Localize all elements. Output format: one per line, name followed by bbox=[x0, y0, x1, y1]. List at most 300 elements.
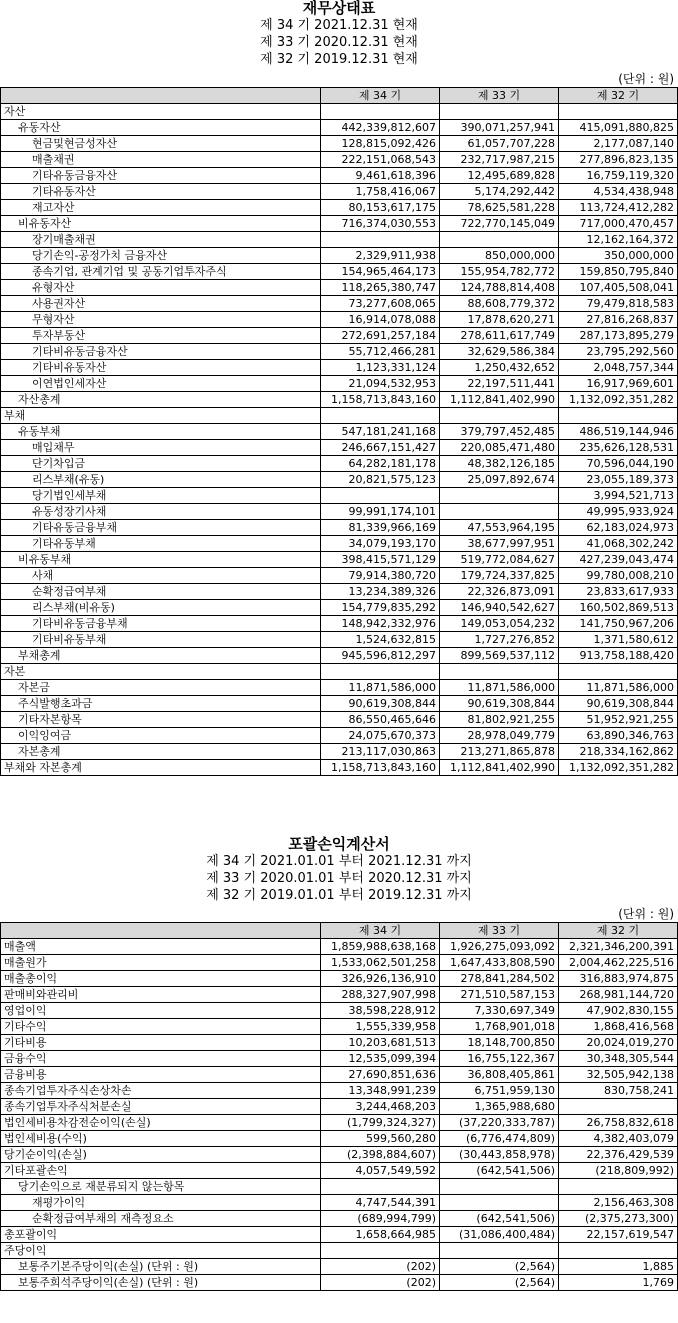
value-cell: 12,535,099,394 bbox=[321, 1051, 440, 1067]
value-cell: 1,250,432,652 bbox=[440, 360, 559, 376]
value-cell: 1,926,275,093,092 bbox=[440, 939, 559, 955]
value-cell: 28,978,049,779 bbox=[440, 728, 559, 744]
row-label: 기타비유동금융자산 bbox=[1, 344, 321, 360]
table-row bbox=[1, 600, 678, 616]
table-row bbox=[1, 760, 678, 776]
value-cell: 2,048,757,344 bbox=[559, 360, 678, 376]
value-cell: 2,177,087,140 bbox=[559, 136, 678, 152]
row-label: 매출총이익 bbox=[1, 971, 321, 987]
table-row bbox=[1, 680, 678, 696]
row-label: 기타비유동자산 bbox=[1, 360, 321, 376]
value-cell: 716,374,030,553 bbox=[321, 216, 440, 232]
value-cell bbox=[321, 104, 440, 120]
value-cell: 287,173,895,279 bbox=[559, 328, 678, 344]
value-cell: 1,112,841,402,990 bbox=[440, 760, 559, 776]
value-cell: 113,724,412,282 bbox=[559, 200, 678, 216]
value-cell: 10,203,681,513 bbox=[321, 1035, 440, 1051]
table-row bbox=[1, 312, 678, 328]
value-cell bbox=[440, 664, 559, 680]
row-label: 당기손익으로 재분류되지 않는항목 bbox=[1, 1179, 321, 1195]
value-cell: 11,871,586,000 bbox=[321, 680, 440, 696]
row-label: 비유동자산 bbox=[1, 216, 321, 232]
table-row bbox=[1, 456, 678, 472]
table-row bbox=[1, 120, 678, 136]
income-statement-period-33: 제 33 기 2020.01.01 부터 2020.12.31 까지 bbox=[206, 871, 472, 886]
row-label: 자본 bbox=[1, 664, 321, 680]
table-row bbox=[1, 1179, 678, 1195]
value-cell: 55,712,466,281 bbox=[321, 344, 440, 360]
value-cell: 49,995,933,924 bbox=[559, 504, 678, 520]
value-cell: 154,965,464,173 bbox=[321, 264, 440, 280]
value-cell: 16,755,122,367 bbox=[440, 1051, 559, 1067]
table-row bbox=[1, 360, 678, 376]
value-cell bbox=[559, 1243, 678, 1259]
value-cell: 73,277,608,065 bbox=[321, 296, 440, 312]
value-cell: (202) bbox=[321, 1275, 440, 1291]
income-statement-table bbox=[0, 922, 678, 1291]
table-row bbox=[1, 440, 678, 456]
value-cell: 830,758,241 bbox=[559, 1083, 678, 1099]
value-cell: 12,162,164,372 bbox=[559, 232, 678, 248]
value-cell: 1,112,841,402,990 bbox=[440, 392, 559, 408]
table-row bbox=[1, 1131, 678, 1147]
value-cell: 16,917,969,601 bbox=[559, 376, 678, 392]
value-cell: (31,086,400,484) bbox=[440, 1227, 559, 1243]
row-label: 비유동부채 bbox=[1, 552, 321, 568]
table-row bbox=[1, 168, 678, 184]
row-label: 보통주기본주당이익(손실) (단위 : 원) bbox=[1, 1259, 321, 1275]
table-row bbox=[1, 696, 678, 712]
value-cell: 155,954,782,772 bbox=[440, 264, 559, 280]
value-cell: 23,795,292,560 bbox=[559, 344, 678, 360]
income-statement-section bbox=[0, 836, 678, 1291]
row-label: 자본총계 bbox=[1, 744, 321, 760]
header-period-34: 제 34 기 bbox=[321, 923, 440, 939]
value-cell: 51,952,921,255 bbox=[559, 712, 678, 728]
table-row bbox=[1, 728, 678, 744]
income-statement-body bbox=[1, 939, 678, 1291]
header-period-33: 제 33 기 bbox=[440, 923, 559, 939]
value-cell bbox=[559, 1099, 678, 1115]
value-cell bbox=[321, 488, 440, 504]
value-cell: 41,068,302,242 bbox=[559, 536, 678, 552]
row-label: 매출채권 bbox=[1, 152, 321, 168]
value-cell: 62,183,024,973 bbox=[559, 520, 678, 536]
value-cell: 415,091,880,825 bbox=[559, 120, 678, 136]
table-row bbox=[1, 376, 678, 392]
table-row bbox=[1, 280, 678, 296]
row-label: 리스부채(비유동) bbox=[1, 600, 321, 616]
value-cell: (2,564) bbox=[440, 1259, 559, 1275]
value-cell: 160,502,869,513 bbox=[559, 600, 678, 616]
row-label: 보통주희석주당이익(손실) (단위 : 원) bbox=[1, 1275, 321, 1291]
row-label: 총포괄이익 bbox=[1, 1227, 321, 1243]
value-cell: 79,479,818,583 bbox=[559, 296, 678, 312]
row-label: 기타유동금융자산 bbox=[1, 168, 321, 184]
value-cell: 1,868,416,568 bbox=[559, 1019, 678, 1035]
value-cell: 850,000,000 bbox=[440, 248, 559, 264]
row-label: 순확정급여부채의 재측정요소 bbox=[1, 1211, 321, 1227]
table-row bbox=[1, 136, 678, 152]
table-row bbox=[1, 1275, 678, 1291]
value-cell: 1,758,416,067 bbox=[321, 184, 440, 200]
value-cell: (37,220,333,787) bbox=[440, 1115, 559, 1131]
table-row bbox=[1, 1259, 678, 1275]
table-row bbox=[1, 616, 678, 632]
value-cell: (30,443,858,978) bbox=[440, 1147, 559, 1163]
row-label: 이익잉여금 bbox=[1, 728, 321, 744]
value-cell: 11,871,586,000 bbox=[440, 680, 559, 696]
value-cell: 20,821,575,123 bbox=[321, 472, 440, 488]
table-row bbox=[1, 664, 678, 680]
value-cell bbox=[321, 408, 440, 424]
value-cell: 22,326,873,091 bbox=[440, 584, 559, 600]
row-label: 판매비와관리비 bbox=[1, 987, 321, 1003]
value-cell: 12,495,689,828 bbox=[440, 168, 559, 184]
value-cell: 23,833,617,933 bbox=[559, 584, 678, 600]
row-label: 재고자산 bbox=[1, 200, 321, 216]
table-row bbox=[1, 328, 678, 344]
value-cell: 246,667,151,427 bbox=[321, 440, 440, 456]
row-label: 영업이익 bbox=[1, 1003, 321, 1019]
value-cell: 1,658,664,985 bbox=[321, 1227, 440, 1243]
row-label: 자산총계 bbox=[1, 392, 321, 408]
value-cell: 38,677,997,951 bbox=[440, 536, 559, 552]
value-cell: 547,181,241,168 bbox=[321, 424, 440, 440]
value-cell: 47,553,964,195 bbox=[440, 520, 559, 536]
balance-sheet-unit: (단위 : 원) bbox=[618, 72, 674, 86]
value-cell: 26,758,832,618 bbox=[559, 1115, 678, 1131]
income-statement-period-32: 제 32 기 2019.01.01 부터 2019.12.31 까지 bbox=[206, 888, 472, 903]
value-cell: 47,902,830,155 bbox=[559, 1003, 678, 1019]
row-label: 사채 bbox=[1, 568, 321, 584]
table-header-row bbox=[1, 923, 678, 939]
value-cell: 22,197,511,441 bbox=[440, 376, 559, 392]
row-label: 장기매출채권 bbox=[1, 232, 321, 248]
value-cell: 2,321,346,200,391 bbox=[559, 939, 678, 955]
value-cell: 1,365,988,680 bbox=[440, 1099, 559, 1115]
value-cell: 717,000,470,457 bbox=[559, 216, 678, 232]
value-cell: 519,772,084,627 bbox=[440, 552, 559, 568]
row-label: 기타비유동금융부채 bbox=[1, 616, 321, 632]
table-row bbox=[1, 424, 678, 440]
value-cell bbox=[321, 664, 440, 680]
value-cell bbox=[559, 408, 678, 424]
table-row bbox=[1, 104, 678, 120]
table-row bbox=[1, 1051, 678, 1067]
value-cell: 1,533,062,501,258 bbox=[321, 955, 440, 971]
value-cell: 79,914,380,720 bbox=[321, 568, 440, 584]
table-row bbox=[1, 971, 678, 987]
balance-sheet-period-32: 제 32 기 2019.12.31 현재 bbox=[260, 52, 418, 67]
value-cell bbox=[440, 504, 559, 520]
table-row bbox=[1, 200, 678, 216]
row-label: 기타포괄손익 bbox=[1, 1163, 321, 1179]
value-cell: 149,053,054,232 bbox=[440, 616, 559, 632]
value-cell: (6,776,474,809) bbox=[440, 1131, 559, 1147]
value-cell: 1,555,339,958 bbox=[321, 1019, 440, 1035]
row-label: 유형자산 bbox=[1, 280, 321, 296]
row-label: 현금및현금성자산 bbox=[1, 136, 321, 152]
value-cell: (2,375,273,300) bbox=[559, 1211, 678, 1227]
value-cell bbox=[440, 232, 559, 248]
table-row bbox=[1, 392, 678, 408]
row-label: 금융비용 bbox=[1, 1067, 321, 1083]
value-cell: 22,376,429,539 bbox=[559, 1147, 678, 1163]
value-cell: (642,541,506) bbox=[440, 1211, 559, 1227]
table-row bbox=[1, 296, 678, 312]
value-cell: 107,405,508,041 bbox=[559, 280, 678, 296]
row-label: 금융수익 bbox=[1, 1051, 321, 1067]
value-cell: 25,097,892,674 bbox=[440, 472, 559, 488]
value-cell bbox=[440, 1195, 559, 1211]
value-cell: 213,271,865,878 bbox=[440, 744, 559, 760]
table-row bbox=[1, 264, 678, 280]
value-cell: (202) bbox=[321, 1259, 440, 1275]
value-cell: 390,071,257,941 bbox=[440, 120, 559, 136]
row-label: 부채 bbox=[1, 408, 321, 424]
value-cell: 213,117,030,863 bbox=[321, 744, 440, 760]
value-cell: 278,841,284,502 bbox=[440, 971, 559, 987]
value-cell: 427,239,043,474 bbox=[559, 552, 678, 568]
row-label: 이연법인세자산 bbox=[1, 376, 321, 392]
value-cell: 64,282,181,178 bbox=[321, 456, 440, 472]
value-cell bbox=[321, 1179, 440, 1195]
value-cell: 278,611,617,749 bbox=[440, 328, 559, 344]
row-label: 기타비용 bbox=[1, 1035, 321, 1051]
header-period-32: 제 32 기 bbox=[559, 923, 678, 939]
value-cell: 21,094,532,953 bbox=[321, 376, 440, 392]
value-cell: 218,334,162,862 bbox=[559, 744, 678, 760]
value-cell: 6,751,959,130 bbox=[440, 1083, 559, 1099]
row-label: 리스부채(유동) bbox=[1, 472, 321, 488]
value-cell: 945,596,812,297 bbox=[321, 648, 440, 664]
table-row bbox=[1, 248, 678, 264]
value-cell: 1,768,901,018 bbox=[440, 1019, 559, 1035]
value-cell: 128,815,092,426 bbox=[321, 136, 440, 152]
value-cell: 1,158,713,843,160 bbox=[321, 392, 440, 408]
table-row bbox=[1, 536, 678, 552]
value-cell: 48,382,126,185 bbox=[440, 456, 559, 472]
value-cell bbox=[559, 664, 678, 680]
balance-sheet-period-33: 제 33 기 2020.12.31 현재 bbox=[260, 35, 418, 50]
value-cell bbox=[559, 1179, 678, 1195]
table-row bbox=[1, 344, 678, 360]
table-row bbox=[1, 744, 678, 760]
table-row bbox=[1, 1067, 678, 1083]
value-cell: (642,541,506) bbox=[440, 1163, 559, 1179]
row-label: 사용권자산 bbox=[1, 296, 321, 312]
table-row bbox=[1, 939, 678, 955]
table-row bbox=[1, 1003, 678, 1019]
value-cell: 271,510,587,153 bbox=[440, 987, 559, 1003]
value-cell: 3,244,468,203 bbox=[321, 1099, 440, 1115]
table-row bbox=[1, 488, 678, 504]
table-row bbox=[1, 1019, 678, 1035]
value-cell: 17,878,620,271 bbox=[440, 312, 559, 328]
value-cell bbox=[321, 1243, 440, 1259]
value-cell bbox=[440, 488, 559, 504]
value-cell: 30,348,305,544 bbox=[559, 1051, 678, 1067]
income-statement-unit: (단위 : 원) bbox=[618, 907, 674, 921]
value-cell: 1,769 bbox=[559, 1275, 678, 1291]
table-row bbox=[1, 1115, 678, 1131]
value-cell: 398,415,571,129 bbox=[321, 552, 440, 568]
value-cell: 232,717,987,215 bbox=[440, 152, 559, 168]
value-cell: 23,055,189,373 bbox=[559, 472, 678, 488]
value-cell: 86,550,465,646 bbox=[321, 712, 440, 728]
value-cell: (218,809,992) bbox=[559, 1163, 678, 1179]
value-cell: 2,004,462,225,516 bbox=[559, 955, 678, 971]
value-cell: 80,153,617,175 bbox=[321, 200, 440, 216]
value-cell: 1,859,988,638,168 bbox=[321, 939, 440, 955]
value-cell bbox=[440, 408, 559, 424]
value-cell bbox=[321, 232, 440, 248]
value-cell: 486,519,144,946 bbox=[559, 424, 678, 440]
value-cell: 90,619,308,844 bbox=[559, 696, 678, 712]
row-label: 단기차입금 bbox=[1, 456, 321, 472]
value-cell: 4,534,438,948 bbox=[559, 184, 678, 200]
value-cell: 20,024,019,270 bbox=[559, 1035, 678, 1051]
value-cell: 81,802,921,255 bbox=[440, 712, 559, 728]
table-row bbox=[1, 1035, 678, 1051]
value-cell: 38,598,228,912 bbox=[321, 1003, 440, 1019]
value-cell: 222,151,068,543 bbox=[321, 152, 440, 168]
value-cell: (2,398,884,607) bbox=[321, 1147, 440, 1163]
value-cell bbox=[440, 1179, 559, 1195]
value-cell: 24,075,670,373 bbox=[321, 728, 440, 744]
balance-sheet-body bbox=[1, 104, 678, 776]
value-cell: 78,625,581,228 bbox=[440, 200, 559, 216]
balance-sheet-table bbox=[0, 87, 678, 776]
row-label: 주당이익 bbox=[1, 1243, 321, 1259]
value-cell: 61,057,707,228 bbox=[440, 136, 559, 152]
income-statement-period-34: 제 34 기 2021.01.01 부터 2021.12.31 까지 bbox=[206, 854, 472, 869]
row-label: 법인세비용차감전순이익(손실) bbox=[1, 1115, 321, 1131]
table-row bbox=[1, 520, 678, 536]
row-label: 당기손익-공정가치 금융자산 bbox=[1, 248, 321, 264]
table-row bbox=[1, 1099, 678, 1115]
value-cell: 379,797,452,485 bbox=[440, 424, 559, 440]
value-cell: 277,896,823,135 bbox=[559, 152, 678, 168]
value-cell: 1,524,632,815 bbox=[321, 632, 440, 648]
row-label: 매입채무 bbox=[1, 440, 321, 456]
value-cell: 13,234,389,326 bbox=[321, 584, 440, 600]
value-cell: 326,926,136,910 bbox=[321, 971, 440, 987]
table-row bbox=[1, 648, 678, 664]
value-cell: 179,724,337,825 bbox=[440, 568, 559, 584]
row-label: 유동부채 bbox=[1, 424, 321, 440]
row-label: 기타수익 bbox=[1, 1019, 321, 1035]
value-cell: 124,788,814,408 bbox=[440, 280, 559, 296]
value-cell: 34,079,193,170 bbox=[321, 536, 440, 552]
row-label: 기타유동금융부채 bbox=[1, 520, 321, 536]
value-cell: (1,799,324,327) bbox=[321, 1115, 440, 1131]
value-cell: 148,942,332,976 bbox=[321, 616, 440, 632]
table-row bbox=[1, 1147, 678, 1163]
value-cell: 63,890,346,763 bbox=[559, 728, 678, 744]
value-cell: 146,940,542,627 bbox=[440, 600, 559, 616]
table-row bbox=[1, 216, 678, 232]
table-row bbox=[1, 184, 678, 200]
value-cell: 16,914,078,088 bbox=[321, 312, 440, 328]
row-label: 유동자산 bbox=[1, 120, 321, 136]
table-row bbox=[1, 568, 678, 584]
row-label: 기타자본항목 bbox=[1, 712, 321, 728]
value-cell: 81,339,966,169 bbox=[321, 520, 440, 536]
row-label: 종속기업, 관계기업 및 공동기업투자주식 bbox=[1, 264, 321, 280]
table-row bbox=[1, 232, 678, 248]
table-row bbox=[1, 955, 678, 971]
table-row bbox=[1, 584, 678, 600]
value-cell: 1,371,580,612 bbox=[559, 632, 678, 648]
table-row bbox=[1, 1163, 678, 1179]
value-cell bbox=[440, 104, 559, 120]
value-cell: 1,132,092,351,282 bbox=[559, 760, 678, 776]
income-statement-title: 포괄손익계산서 bbox=[288, 835, 390, 853]
table-row bbox=[1, 632, 678, 648]
row-label: 유동성장기사채 bbox=[1, 504, 321, 520]
header-label-cell bbox=[1, 923, 321, 939]
row-label: 재평가이익 bbox=[1, 1195, 321, 1211]
value-cell bbox=[440, 1243, 559, 1259]
value-cell: 316,883,974,875 bbox=[559, 971, 678, 987]
row-label: 부채와 자본총계 bbox=[1, 760, 321, 776]
value-cell: 599,560,280 bbox=[321, 1131, 440, 1147]
value-cell: 268,981,144,720 bbox=[559, 987, 678, 1003]
value-cell: 3,994,521,713 bbox=[559, 488, 678, 504]
value-cell: 90,619,308,844 bbox=[321, 696, 440, 712]
value-cell: 159,850,795,840 bbox=[559, 264, 678, 280]
value-cell: 899,569,537,112 bbox=[440, 648, 559, 664]
value-cell: 27,816,268,837 bbox=[559, 312, 678, 328]
balance-sheet-period-34: 제 34 기 2021.12.31 현재 bbox=[260, 18, 418, 33]
table-row bbox=[1, 1243, 678, 1259]
row-label: 순확정급여부채 bbox=[1, 584, 321, 600]
row-label: 자산 bbox=[1, 104, 321, 120]
row-label: 기타유동자산 bbox=[1, 184, 321, 200]
table-row bbox=[1, 1195, 678, 1211]
row-label: 종속기업투자주식처분손실 bbox=[1, 1099, 321, 1115]
row-label: 매출액 bbox=[1, 939, 321, 955]
value-cell: 90,619,308,844 bbox=[440, 696, 559, 712]
value-cell: 11,871,586,000 bbox=[559, 680, 678, 696]
table-row bbox=[1, 472, 678, 488]
table-row bbox=[1, 1227, 678, 1243]
value-cell: 272,691,257,184 bbox=[321, 328, 440, 344]
value-cell: 32,505,942,138 bbox=[559, 1067, 678, 1083]
value-cell: 4,382,403,079 bbox=[559, 1131, 678, 1147]
table-header-row bbox=[1, 88, 678, 104]
header-period-32: 제 32 기 bbox=[559, 88, 678, 104]
header-period-34: 제 34 기 bbox=[321, 88, 440, 104]
row-label: 무형자산 bbox=[1, 312, 321, 328]
table-row bbox=[1, 1211, 678, 1227]
value-cell: 722,770,145,049 bbox=[440, 216, 559, 232]
value-cell: 1,885 bbox=[559, 1259, 678, 1275]
value-cell: 4,057,549,592 bbox=[321, 1163, 440, 1179]
value-cell: 99,780,008,210 bbox=[559, 568, 678, 584]
value-cell: 27,690,851,636 bbox=[321, 1067, 440, 1083]
value-cell: 288,327,907,998 bbox=[321, 987, 440, 1003]
value-cell: 2,156,463,308 bbox=[559, 1195, 678, 1211]
value-cell bbox=[559, 104, 678, 120]
value-cell: 16,759,119,320 bbox=[559, 168, 678, 184]
value-cell: 4,747,544,391 bbox=[321, 1195, 440, 1211]
value-cell: 9,461,618,396 bbox=[321, 168, 440, 184]
value-cell: (689,994,799) bbox=[321, 1211, 440, 1227]
row-label: 매출원가 bbox=[1, 955, 321, 971]
